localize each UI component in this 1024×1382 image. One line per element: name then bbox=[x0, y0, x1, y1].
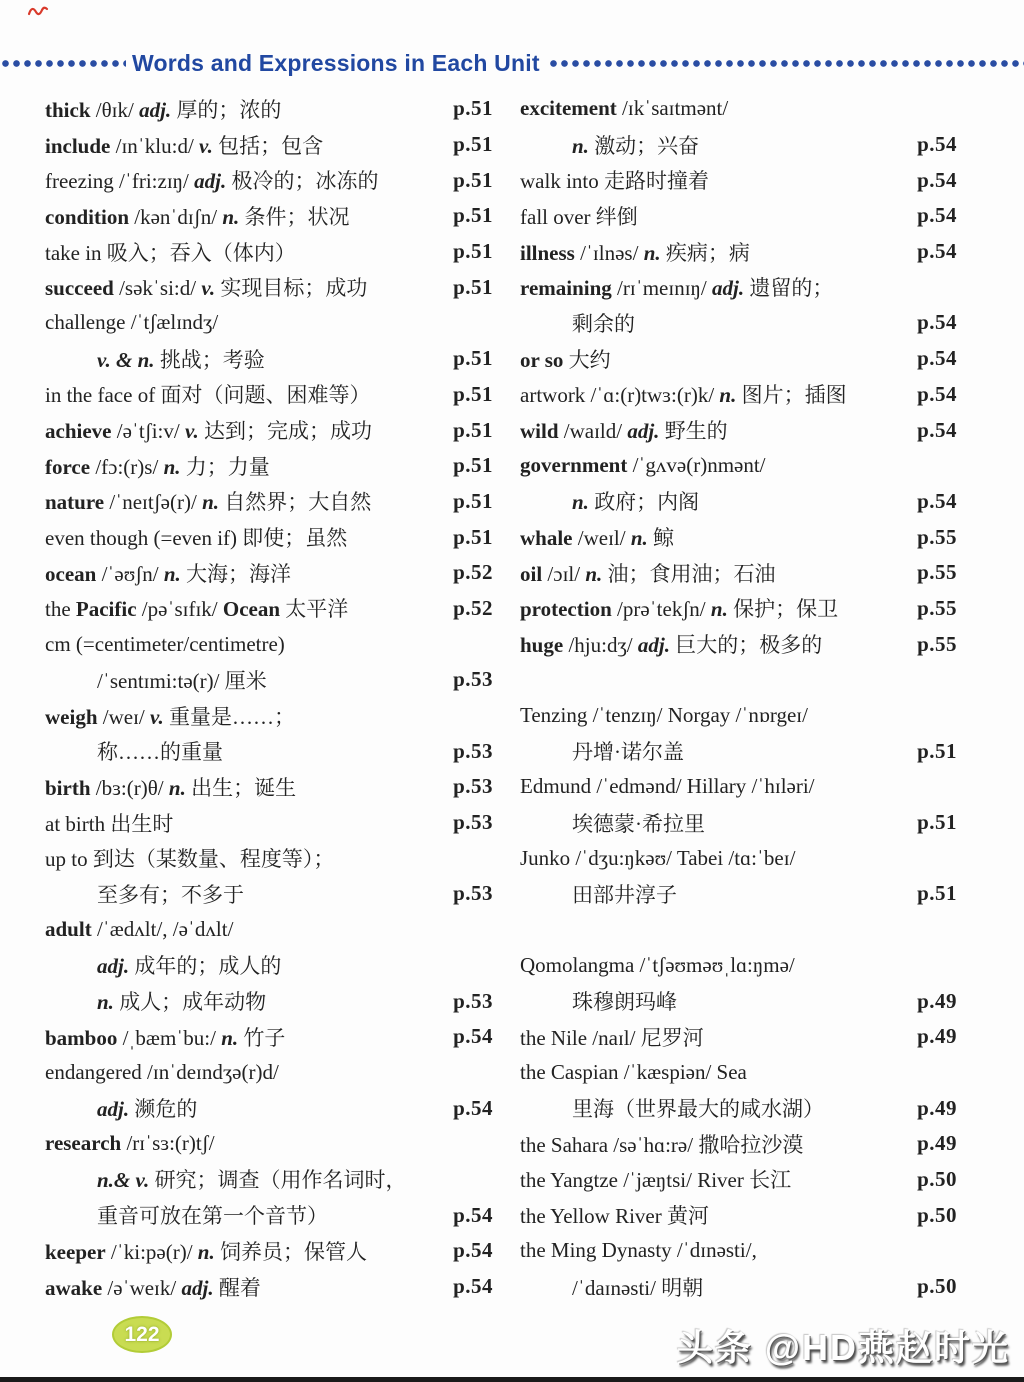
entry-row bbox=[45, 912, 493, 948]
entry-text: birth /bɜ:(r)θ/ n. 出生；诞生 bbox=[45, 775, 297, 800]
entry-row bbox=[520, 983, 957, 1019]
entry-text: n. 成人；成年动物 bbox=[97, 990, 267, 1015]
entry-text: bamboo /ˌbæmˈbu:/ n. 竹子 bbox=[45, 1025, 286, 1050]
red-ink-mark bbox=[27, 3, 49, 18]
entry-row bbox=[45, 1090, 493, 1126]
entry-row bbox=[520, 198, 957, 234]
entry-text: the Caspian /ˈkæspiən/ Sea bbox=[520, 1059, 747, 1084]
entry-row bbox=[520, 840, 957, 876]
entry-text: awake /əˈweɪk/ adj. 醒着 bbox=[45, 1275, 261, 1300]
entry-row bbox=[45, 127, 493, 163]
entry-row bbox=[45, 948, 493, 984]
entry-text: adult /ˈædʌlt/, /əˈdʌlt/ bbox=[45, 917, 234, 942]
entry-text: 剩余的 bbox=[572, 311, 635, 336]
entry-row bbox=[45, 555, 493, 591]
entry-row bbox=[45, 805, 493, 841]
entry-text: walk into 走路时撞着 bbox=[520, 169, 709, 194]
entry-text: adj. 成年的；成人的 bbox=[97, 954, 282, 979]
entry-text: include /ɪnˈklu:d/ v. 包括；包含 bbox=[45, 133, 324, 158]
entry-row bbox=[520, 805, 957, 841]
entry-text: 至多有；不多于 bbox=[97, 882, 244, 907]
entry-text: challenge /ˈtʃælɪndʒ/ bbox=[45, 310, 219, 335]
entry-row bbox=[520, 1126, 957, 1162]
page-ref: p.51 bbox=[453, 453, 493, 478]
page-ref: p.55 bbox=[917, 560, 957, 585]
page-title: Words and Expressions in Each Unit bbox=[132, 49, 540, 76]
page-ref: p.53 bbox=[453, 738, 493, 763]
page-ref: p.51 bbox=[453, 203, 493, 228]
entry-text: nature /ˈneɪtʃə(r)/ n. 自然界；大自然 bbox=[45, 490, 372, 515]
page-ref: p.54 bbox=[917, 167, 957, 192]
page-ref: p.54 bbox=[453, 1238, 493, 1263]
section-header bbox=[0, 46, 1024, 80]
page-ref: p.53 bbox=[453, 774, 493, 799]
entry-row bbox=[520, 162, 957, 198]
entry-row bbox=[45, 1269, 493, 1305]
entry-row bbox=[45, 162, 493, 198]
page-ref: p.54 bbox=[453, 1202, 493, 1227]
page-ref: p.54 bbox=[453, 1274, 493, 1299]
entry-text: endangered /ɪnˈdeɪndʒə(r)d/ bbox=[45, 1059, 279, 1084]
entry-text: research /rɪˈsɜ:(r)tʃ/ bbox=[45, 1131, 215, 1156]
entry-row bbox=[45, 484, 493, 520]
entry-text: fall over 绊倒 bbox=[520, 204, 638, 229]
entry-text: excitement /ɪkˈsaɪtmənt/ bbox=[520, 96, 729, 121]
entry-row bbox=[45, 412, 493, 448]
entry-text: adj. 濒危的 bbox=[97, 1097, 198, 1122]
entry-row bbox=[45, 91, 493, 127]
entry-text: artwork /ˈɑ:(r)twɜ:(r)k/ n. 图片；插图 bbox=[520, 383, 847, 408]
page-ref: p.51 bbox=[453, 488, 493, 513]
entry-row bbox=[520, 127, 957, 163]
entry-text: in the face of 面对（问题、困难等） bbox=[45, 383, 371, 408]
entry-text: /ˈdaɪnəsti/ 明朝 bbox=[572, 1275, 704, 1300]
vocab-column-left bbox=[45, 91, 493, 1304]
entry-text: up to 到达（某数量、程度等）； bbox=[45, 847, 335, 872]
entry-text: 丹增·诺尔盖 bbox=[572, 740, 684, 765]
entry-text: freezing /ˈfri:zɪŋ/ adj. 极冷的；冰冻的 bbox=[45, 169, 379, 194]
entry-row bbox=[520, 448, 957, 484]
entry-text: 田部井淳子 bbox=[572, 882, 677, 907]
entry-text: the Yellow River 黄河 bbox=[520, 1204, 709, 1229]
page-ref: p.51 bbox=[453, 346, 493, 371]
page-ref: p.51 bbox=[453, 524, 493, 549]
entry-row bbox=[45, 733, 493, 769]
entry-text: 埃德蒙·希拉里 bbox=[572, 811, 705, 836]
entry-text: protection /prəˈtekʃn/ n. 保护；保卫 bbox=[520, 597, 839, 622]
entry-row bbox=[45, 1233, 493, 1269]
entry-text: or so 大约 bbox=[520, 347, 611, 372]
page-ref: p.51 bbox=[453, 167, 493, 192]
entry-row bbox=[520, 341, 957, 377]
entry-text: weigh /weɪ/ v. 重量是……； bbox=[45, 704, 296, 729]
page-ref: p.51 bbox=[917, 738, 957, 763]
entry-text: keeper /ˈki:pə(r)/ n. 饲养员；保管人 bbox=[45, 1239, 367, 1264]
entry-text: at birth 出生时 bbox=[45, 811, 174, 836]
entry-row bbox=[520, 1162, 957, 1198]
page-ref: p.53 bbox=[453, 988, 493, 1013]
entry-row bbox=[520, 1197, 957, 1233]
page-ref: p.51 bbox=[917, 810, 957, 835]
page-ref: p.54 bbox=[917, 239, 957, 264]
page-number-badge: 122 bbox=[112, 1316, 172, 1353]
entry-gap bbox=[520, 662, 957, 698]
page-ref: p.52 bbox=[453, 560, 493, 585]
entry-row bbox=[45, 1162, 493, 1198]
entry-row bbox=[45, 626, 493, 662]
page-ref: p.50 bbox=[917, 1166, 957, 1191]
page-ref: p.54 bbox=[453, 1095, 493, 1120]
page-ref: p.52 bbox=[453, 595, 493, 620]
entry-row bbox=[45, 1055, 493, 1091]
watermark-text: 头条 @HD燕赵时光 bbox=[676, 1327, 1010, 1368]
entry-row bbox=[45, 769, 493, 805]
entry-text: Tenzing /ˈtenzɪŋ/ Norgay /ˈnɒrgeɪ/ bbox=[520, 703, 808, 728]
entry-text: succeed /səkˈsi:d/ v. 实现目标；成功 bbox=[45, 276, 368, 301]
entry-row bbox=[520, 1233, 957, 1269]
entry-row bbox=[520, 234, 957, 270]
page-ref: p.53 bbox=[453, 810, 493, 835]
page-ref: p.54 bbox=[917, 488, 957, 513]
entry-text: illness /ˈɪlnəs/ n. 疾病；病 bbox=[520, 240, 750, 265]
dotted-line-left-icon bbox=[0, 60, 126, 67]
entry-row bbox=[520, 733, 957, 769]
entry-row bbox=[45, 662, 493, 698]
entry-row bbox=[520, 769, 957, 805]
vocab-column-right bbox=[520, 91, 957, 1304]
entry-text: Junko /ˈdʒu:ŋkəʊ/ Tabei /tɑ:ˈbeɪ/ bbox=[520, 845, 796, 870]
entry-text: ocean /ˈəʊʃn/ n. 大海；海洋 bbox=[45, 561, 292, 586]
page-ref: p.54 bbox=[917, 310, 957, 335]
entry-row bbox=[45, 198, 493, 234]
entry-row bbox=[520, 591, 957, 627]
entry-text: whale /weɪl/ n. 鲸 bbox=[520, 526, 675, 551]
page-ref: p.51 bbox=[453, 417, 493, 442]
entry-text: even though (=even if) 即使；虽然 bbox=[45, 526, 348, 551]
entry-row bbox=[520, 1055, 957, 1091]
entry-row bbox=[45, 698, 493, 734]
entry-text: wild /waɪld/ adj. 野生的 bbox=[520, 419, 728, 444]
entry-text: n. 政府；内阁 bbox=[572, 490, 700, 515]
entry-text: government /ˈgʌvə(r)nmənt/ bbox=[520, 453, 766, 478]
entry-text: huge /hju:dʒ/ adj. 巨大的；极多的 bbox=[520, 633, 823, 658]
entry-text: achieve /əˈtʃi:v/ v. 达到；完成；成功 bbox=[45, 419, 373, 444]
page-ref: p.49 bbox=[917, 1024, 957, 1049]
entry-text: the Sahara /səˈhɑ:rə/ 撒哈拉沙漠 bbox=[520, 1132, 804, 1157]
entry-row bbox=[45, 1197, 493, 1233]
page-ref: p.51 bbox=[917, 881, 957, 906]
entry-text: the Yangtze /ˈjæŋtsi/ River 长江 bbox=[520, 1168, 792, 1193]
entry-text: oil /ɔɪl/ n. 油；食用油；石油 bbox=[520, 561, 776, 586]
entry-row bbox=[520, 626, 957, 662]
entry-row bbox=[45, 876, 493, 912]
entry-text: cm (=centimeter/centimetre) bbox=[45, 631, 285, 656]
entry-text: 里海（世界最大的咸水湖） bbox=[572, 1097, 824, 1122]
entry-row bbox=[45, 840, 493, 876]
entry-row bbox=[520, 269, 957, 305]
page-ref: p.54 bbox=[917, 381, 957, 406]
page-ref: p.54 bbox=[917, 346, 957, 371]
page-ref: p.55 bbox=[917, 631, 957, 656]
entry-text: thick /θɪk/ adj. 厚的；浓的 bbox=[45, 97, 282, 122]
page-ref: p.55 bbox=[917, 595, 957, 620]
entry-row bbox=[45, 269, 493, 305]
entry-text: force /fɔ:(r)s/ n. 力；力量 bbox=[45, 454, 270, 479]
entry-text: 重音可放在第一个音节） bbox=[97, 1204, 328, 1229]
entry-row bbox=[45, 341, 493, 377]
entry-text: the Pacific /pəˈsɪfɪk/ Ocean 太平洋 bbox=[45, 597, 349, 622]
entry-row bbox=[520, 305, 957, 341]
entry-text: n. 激动；兴奋 bbox=[572, 133, 700, 158]
entry-row bbox=[520, 377, 957, 413]
entry-row bbox=[45, 983, 493, 1019]
entry-row bbox=[45, 1126, 493, 1162]
entry-row bbox=[520, 1269, 957, 1305]
entry-row bbox=[520, 91, 957, 127]
entry-text: the Nile /naɪl/ 尼罗河 bbox=[520, 1025, 704, 1050]
dotted-line-right-icon bbox=[548, 60, 1024, 67]
page-ref: p.53 bbox=[453, 667, 493, 692]
bottom-edge-bar bbox=[0, 1377, 1024, 1382]
entry-text: /ˈsentɪmi:tə(r)/ 厘米 bbox=[97, 668, 267, 693]
page-ref: p.49 bbox=[917, 988, 957, 1013]
entry-row bbox=[45, 377, 493, 413]
entry-row bbox=[45, 591, 493, 627]
entry-text: n.& v. 研究；调查（用作名词时， bbox=[97, 1168, 407, 1193]
entry-text: the Ming Dynasty /ˈdɪnəsti/, bbox=[520, 1238, 757, 1263]
page-ref: p.51 bbox=[453, 132, 493, 157]
entry-row bbox=[45, 1019, 493, 1055]
entry-row bbox=[45, 305, 493, 341]
entry-row bbox=[520, 876, 957, 912]
page-ref: p.51 bbox=[453, 381, 493, 406]
page-ref: p.50 bbox=[917, 1274, 957, 1299]
entry-row bbox=[520, 948, 957, 984]
page-ref: p.51 bbox=[453, 274, 493, 299]
entry-text: 珠穆朗玛峰 bbox=[572, 990, 677, 1015]
entry-text: Edmund /ˈedmənd/ Hillary /ˈhɪləri/ bbox=[520, 774, 815, 799]
entry-row bbox=[45, 519, 493, 555]
page-ref: p.55 bbox=[917, 524, 957, 549]
entry-row bbox=[520, 555, 957, 591]
entry-row bbox=[520, 1090, 957, 1126]
entry-text: 称……的重量 bbox=[97, 740, 223, 765]
entry-gap bbox=[520, 912, 957, 948]
page-ref: p.54 bbox=[917, 203, 957, 228]
entry-row bbox=[520, 412, 957, 448]
entry-text: v. & n. 挑战；考验 bbox=[97, 347, 265, 372]
entry-text: take in 吸入；吞入（体内） bbox=[45, 240, 296, 265]
page-ref: p.49 bbox=[917, 1131, 957, 1156]
page-ref: p.50 bbox=[917, 1202, 957, 1227]
entry-row bbox=[45, 448, 493, 484]
page-ref: p.54 bbox=[917, 132, 957, 157]
page-ref: p.53 bbox=[453, 881, 493, 906]
entry-row bbox=[520, 698, 957, 734]
page-ref: p.51 bbox=[453, 239, 493, 264]
entry-text: remaining /rɪˈmeɪnɪŋ/ adj. 遗留的； bbox=[520, 276, 834, 301]
page-ref: p.54 bbox=[917, 417, 957, 442]
entry-text: condition /kənˈdɪʃn/ n. 条件；状况 bbox=[45, 204, 350, 229]
page-ref: p.49 bbox=[917, 1095, 957, 1120]
entry-row bbox=[520, 484, 957, 520]
page-ref: p.54 bbox=[453, 1024, 493, 1049]
entry-row bbox=[520, 1019, 957, 1055]
entry-text: Qomolangma /ˈtʃəʊməʊˌlɑ:ŋmə/ bbox=[520, 952, 795, 977]
entry-row bbox=[520, 519, 957, 555]
page-ref: p.51 bbox=[453, 96, 493, 121]
entry-row bbox=[45, 234, 493, 270]
